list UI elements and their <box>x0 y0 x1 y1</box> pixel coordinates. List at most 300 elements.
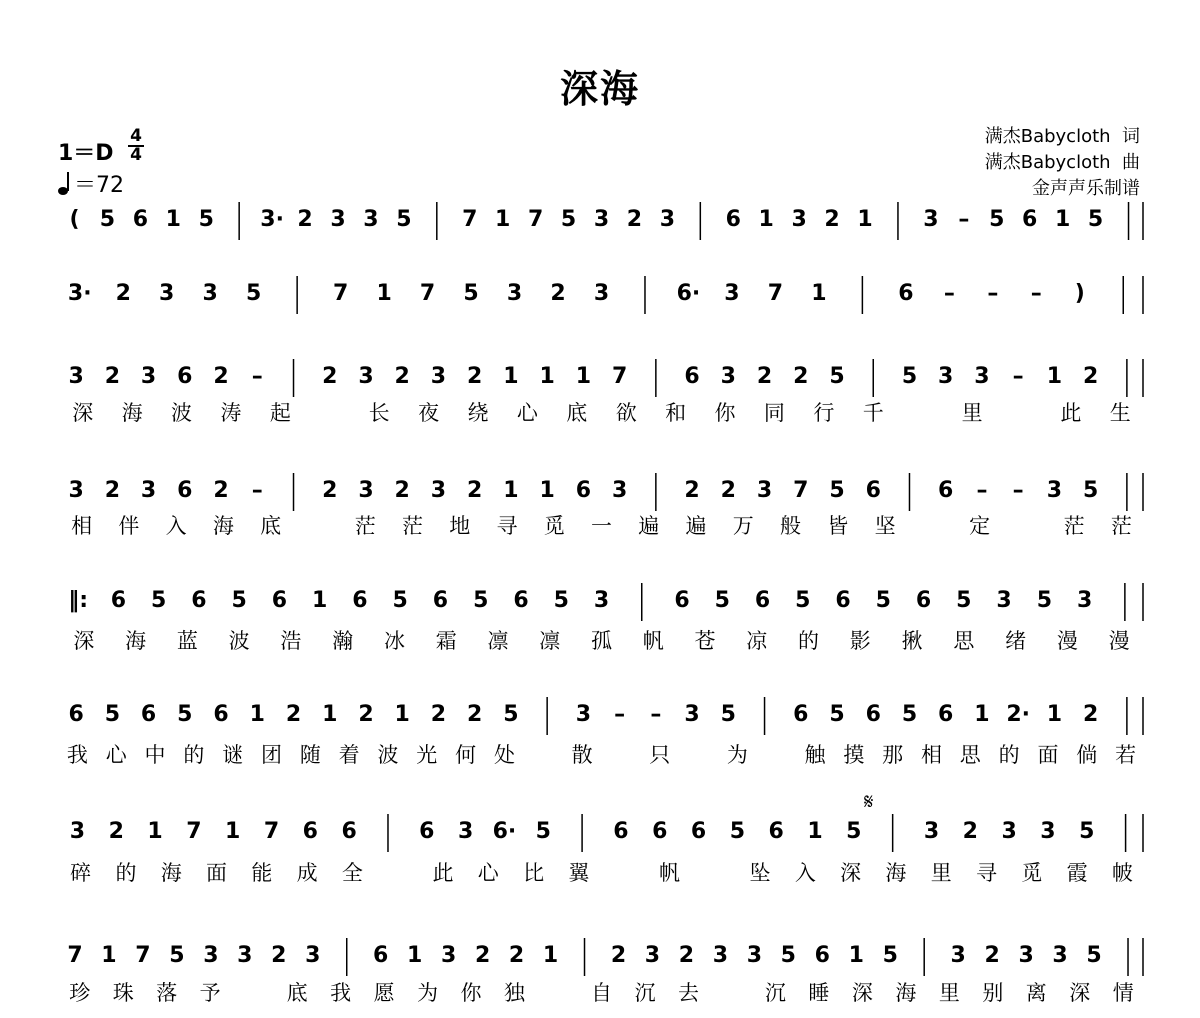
note: 3 <box>358 478 374 503</box>
note: 5 <box>846 819 862 844</box>
note: 5 <box>99 207 116 232</box>
lyric-char: 生 <box>1109 401 1131 425</box>
lyric-char: 苍 <box>694 629 716 653</box>
note: 2 <box>678 943 695 968</box>
note: 3 <box>506 281 523 306</box>
lyric-char: 绪 <box>1005 629 1027 653</box>
lyric-char: 觅 <box>1021 861 1043 885</box>
note: 1 <box>376 281 392 306</box>
note: 3 <box>457 819 474 844</box>
note: 2 <box>1082 702 1099 727</box>
lyric-char: 同 <box>763 401 785 425</box>
note: 3 <box>140 478 157 503</box>
note: 6 <box>191 588 207 613</box>
lyric-char: 入 <box>165 514 187 538</box>
note: 1 <box>407 943 423 968</box>
note: 3 <box>756 478 773 503</box>
note: 3 <box>575 702 592 727</box>
note: 5 <box>553 588 569 613</box>
note: 2 <box>394 478 410 503</box>
note: 5 <box>901 364 918 389</box>
lyric-char: 遍 <box>685 514 707 538</box>
lyric-char: 的 <box>798 629 820 653</box>
note: 7 <box>793 478 809 503</box>
lyric-char: 寻 <box>975 861 997 885</box>
note: 3 <box>746 943 763 968</box>
note: 3 <box>684 702 700 727</box>
note: 5 <box>392 588 408 613</box>
note: 6 <box>684 364 700 389</box>
note: 3 <box>712 943 729 968</box>
lyric-char: 散 <box>571 743 593 767</box>
note: 7 <box>67 943 83 968</box>
note: 2 <box>684 478 700 503</box>
note: 1 <box>848 943 864 968</box>
lyric-char: 凛 <box>487 629 509 653</box>
note: 3 <box>611 478 628 503</box>
lyric-char: 帔 <box>1111 861 1133 885</box>
note: 6 <box>1022 207 1038 232</box>
note: 1 <box>539 364 555 389</box>
lyric-char: 何 <box>455 743 477 767</box>
note: 5 <box>104 702 121 727</box>
note: 5 <box>169 943 185 968</box>
note: 1 <box>575 364 592 389</box>
lyric-char: 珠 <box>112 981 134 1005</box>
lyric-char: 处 <box>493 743 515 767</box>
note: 5 <box>1087 207 1104 232</box>
lyric-char: 底 <box>286 981 308 1005</box>
note: 6 <box>835 588 851 613</box>
lyric-char: 孤 <box>591 629 612 653</box>
note: – <box>943 281 955 306</box>
lyric-char: 寻 <box>496 514 518 538</box>
note: 6 <box>140 702 157 727</box>
note: 6 <box>865 702 881 727</box>
note: 3 <box>593 207 610 232</box>
note: 6 <box>177 364 193 389</box>
note: 2 <box>108 819 124 844</box>
note: ( <box>69 207 80 232</box>
note: 3· <box>260 207 284 232</box>
lyric-char: 里 <box>938 981 960 1005</box>
note: 1 <box>1054 207 1071 232</box>
note: 5 <box>901 702 918 727</box>
lyric-char: 的 <box>998 743 1020 767</box>
note: 6 <box>768 819 784 844</box>
note: 1 <box>542 943 559 968</box>
note: 2 <box>508 943 525 968</box>
note: 1 <box>225 819 241 844</box>
note: ) <box>1074 281 1085 306</box>
lyric-char: 冰 <box>383 629 405 653</box>
lyric-char: 揪 <box>901 629 923 653</box>
lyric-char: 深 <box>1069 981 1091 1005</box>
note: 2 <box>467 702 483 727</box>
lyric-char: 霞 <box>1066 861 1088 885</box>
note: – <box>650 702 662 727</box>
lyric-char: 心 <box>105 743 127 767</box>
note: 1 <box>758 207 774 232</box>
score-line <box>69 202 1143 240</box>
lyric-char: 底 <box>260 514 282 538</box>
note: 3 <box>430 364 447 389</box>
lyric-char: 珍 <box>69 981 91 1005</box>
score-line <box>68 276 1143 314</box>
note: 3 <box>996 588 1012 613</box>
note: 5 <box>1082 478 1099 503</box>
note: 5 <box>535 819 551 844</box>
note: 5 <box>829 364 845 389</box>
lyric-char: 霜 <box>435 629 457 653</box>
score-line <box>68 359 1143 425</box>
note: 7 <box>462 207 478 232</box>
lyric-char: 落 <box>156 981 178 1005</box>
lyric-char: 海 <box>160 861 182 885</box>
score-line <box>67 938 1143 1005</box>
note: 3 <box>140 364 157 389</box>
note: 6 <box>213 702 229 727</box>
lyric-char: 谜 <box>222 743 244 767</box>
lyric-char: 你 <box>714 401 736 425</box>
note: 5 <box>473 588 489 613</box>
note: 6 <box>865 478 881 503</box>
note: 6 <box>373 943 389 968</box>
lyric-char: 成 <box>296 861 318 885</box>
note: 3 <box>1001 819 1017 844</box>
note: 5 <box>780 943 796 968</box>
note: 3 <box>1076 588 1093 613</box>
note: 5 <box>1036 588 1053 613</box>
lyric-char: 团 <box>261 743 283 767</box>
note: 5 <box>795 588 811 613</box>
note: 7 <box>419 281 436 306</box>
lyric-char: 面 <box>1037 743 1059 767</box>
lyric-char: 千 <box>862 401 884 425</box>
lyric-char: 去 <box>677 981 699 1005</box>
tempo-value: ＝72 <box>74 173 124 198</box>
lyric-char: 离 <box>1025 981 1047 1005</box>
note: 7 <box>263 819 280 844</box>
note: – <box>976 478 988 503</box>
lyric-char: 地 <box>449 514 471 538</box>
lyric-char: 觅 <box>543 514 565 538</box>
lyric-char: 瀚 <box>332 629 354 653</box>
lyric-char: 若 <box>1115 743 1137 767</box>
note: 2 <box>322 478 338 503</box>
lyric-char: 心 <box>516 401 538 425</box>
note: 3 <box>69 819 86 844</box>
note: 3 <box>305 943 321 968</box>
note: 6 <box>513 588 529 613</box>
lyric-char: 万 <box>732 514 754 538</box>
note: 6 <box>432 588 449 613</box>
note: 5 <box>714 588 730 613</box>
lyric-char: 茫 <box>1110 514 1132 538</box>
note: 6 <box>419 819 435 844</box>
lyric-char: 面 <box>206 861 228 885</box>
lyric-char: 里 <box>961 401 983 425</box>
page-title: 深海 <box>559 67 640 111</box>
lyric-char: 相 <box>920 743 942 767</box>
lyric-char: 只 <box>649 743 671 767</box>
time-signature-top: 4 <box>130 126 142 146</box>
note: 2 <box>962 819 978 844</box>
note: 7 <box>332 281 349 306</box>
note: 1 <box>322 702 338 727</box>
lyric-char: 伴 <box>118 514 140 538</box>
note: 6 <box>938 478 954 503</box>
note: 5 <box>150 588 167 613</box>
lyric-char: 波 <box>171 401 193 425</box>
lyric-char: 影 <box>849 629 871 653</box>
lyric-char: 入 <box>794 861 816 885</box>
note: 6 <box>613 819 629 844</box>
note: 7 <box>611 364 628 389</box>
note: 5 <box>463 281 479 306</box>
note: 5 <box>246 281 262 306</box>
note: 2 <box>213 478 229 503</box>
note: 5 <box>1086 943 1102 968</box>
note: 6· <box>676 281 701 306</box>
note: 1 <box>503 364 519 389</box>
lyric-char: 定 <box>969 514 991 538</box>
composer-credit: 满杰Babycloth 曲 <box>984 152 1140 173</box>
lyric-char: 睡 <box>808 981 830 1005</box>
lyric-char: 般 <box>780 514 802 538</box>
note: 5 <box>198 207 214 232</box>
note: 3 <box>358 364 374 389</box>
note: 7 <box>186 819 202 844</box>
note: 2 <box>285 702 302 727</box>
lyric-char: 一 <box>591 514 612 538</box>
lyric-char: 浩 <box>280 629 302 653</box>
note: 2 <box>626 207 643 232</box>
lyric-char: 愿 <box>373 981 395 1005</box>
lyric-char: 着 <box>338 743 360 767</box>
note: 1 <box>503 478 519 503</box>
note: 5 <box>720 702 736 727</box>
lyric-char: 和 <box>665 401 687 425</box>
lyric-char: 里 <box>930 861 952 885</box>
note: 6 <box>271 588 288 613</box>
note: 2 <box>984 943 1000 968</box>
lyric-char: 茫 <box>354 514 376 538</box>
note: 3 <box>593 281 610 306</box>
note: 6 <box>68 702 84 727</box>
lyric-char: 波 <box>377 743 399 767</box>
note: 3 <box>950 943 966 968</box>
note: 1 <box>101 943 117 968</box>
note: 6 <box>110 588 127 613</box>
note: 2 <box>358 702 374 727</box>
note: ‖: <box>68 588 89 613</box>
lyric-char: 深 <box>72 401 94 425</box>
note: 6 <box>725 207 741 232</box>
note: 5 <box>882 943 898 968</box>
lyric-char: 情 <box>1112 981 1134 1005</box>
lyric-char: 予 <box>199 981 221 1005</box>
note: 2 <box>430 702 447 727</box>
note: 6 <box>754 588 771 613</box>
lyric-char: 翼 <box>568 861 590 885</box>
note: 2 <box>474 943 491 968</box>
lyric-char: 坚 <box>874 514 896 538</box>
lyric-char: 沉 <box>634 981 656 1005</box>
note: 1 <box>249 702 265 727</box>
note: 3 <box>440 943 457 968</box>
note: – <box>251 364 263 389</box>
lyric-char: 皆 <box>827 514 849 538</box>
note: 1 <box>394 702 410 727</box>
lyric-char: 海 <box>121 401 143 425</box>
note: 3 <box>720 364 736 389</box>
note: 2 <box>115 281 131 306</box>
note: 7 <box>135 943 151 968</box>
time-signature-bottom: 4 <box>130 145 142 165</box>
note: 2 <box>756 364 773 389</box>
lyric-char: 海 <box>885 861 907 885</box>
lyric-char: 随 <box>299 743 321 767</box>
lyric-char: 我 <box>66 743 88 767</box>
note: 1 <box>974 702 990 727</box>
note: 1 <box>811 281 827 306</box>
lyric-char: 遍 <box>638 514 660 538</box>
note: 3 <box>363 207 379 232</box>
lyric-char: 帆 <box>658 861 680 885</box>
note: 1 <box>857 207 873 232</box>
note: 3 <box>644 943 661 968</box>
lyric-char: 为 <box>726 743 748 767</box>
lyric-char: 茫 <box>401 514 423 538</box>
note: 3 <box>923 207 939 232</box>
note: 6 <box>898 281 914 306</box>
lyric-char: 茫 <box>1063 514 1085 538</box>
note: 3 <box>1052 943 1068 968</box>
lyric-char: 此 <box>1060 401 1082 425</box>
lyric-char: 的 <box>183 743 205 767</box>
lyric-char: 独 <box>504 981 526 1005</box>
note: 2 <box>271 943 287 968</box>
note: 6 <box>177 478 193 503</box>
note: 3 <box>974 364 990 389</box>
note: 6 <box>793 702 809 727</box>
lyric-char: 此 <box>432 861 454 885</box>
note: 6 <box>352 588 368 613</box>
lyric-char: 帆 <box>642 629 664 653</box>
note: 3 <box>430 478 447 503</box>
lyric-char: 那 <box>882 743 904 767</box>
segno-sign: 𝄋 <box>864 790 874 815</box>
lyric-char: 自 <box>591 981 612 1005</box>
note: – <box>251 478 263 503</box>
note: 3 <box>159 281 175 306</box>
note: 5 <box>177 702 193 727</box>
note: 2 <box>322 364 338 389</box>
note: 1 <box>539 478 555 503</box>
lyric-char: 深 <box>840 861 862 885</box>
note: 5 <box>560 207 577 232</box>
note: 3· <box>67 281 92 306</box>
lyric-char: 深 <box>73 629 95 653</box>
note: 6 <box>341 819 357 844</box>
lyric-char: 行 <box>813 401 835 425</box>
note: 5 <box>829 702 845 727</box>
note: 2 <box>104 364 121 389</box>
note: 6 <box>674 588 690 613</box>
score-line <box>67 697 1143 767</box>
note: 1 <box>147 819 163 844</box>
lyric-char: 绕 <box>467 401 489 425</box>
lyric-char: 碎 <box>70 861 92 885</box>
note: 7 <box>527 207 544 232</box>
lyric-char: 心 <box>477 861 499 885</box>
note: 2 <box>1082 364 1099 389</box>
note: 7 <box>767 281 784 306</box>
key-signature: 1＝D <box>58 141 114 166</box>
note: 3 <box>938 364 954 389</box>
note: 3 <box>1040 819 1056 844</box>
note: 2 <box>550 281 566 306</box>
lyric-char: 别 <box>982 981 1004 1005</box>
note: 3 <box>659 207 676 232</box>
note: 2 <box>720 478 736 503</box>
lyric-char: 涛 <box>220 401 242 425</box>
note: 5 <box>829 478 845 503</box>
note: 6 <box>302 819 318 844</box>
note: 6 <box>814 943 830 968</box>
note: 3 <box>724 281 740 306</box>
note: 3 <box>593 588 610 613</box>
note: 3 <box>1046 478 1063 503</box>
lyric-char: 倘 <box>1076 743 1098 767</box>
note: 5 <box>503 702 519 727</box>
lyricist-credit: 满杰Babycloth 词 <box>984 126 1140 147</box>
lyric-char: 底 <box>566 401 588 425</box>
note: 1 <box>165 207 181 232</box>
score-line <box>68 583 1143 653</box>
lyric-char: 夜 <box>418 401 440 425</box>
note: 1 <box>1046 364 1063 389</box>
lyric-char: 凉 <box>746 629 768 653</box>
note: – <box>614 702 626 727</box>
lyric-char: 思 <box>953 629 975 653</box>
lyric-char: 相 <box>71 514 93 538</box>
note: 2 <box>104 478 121 503</box>
note: 2 <box>297 207 313 232</box>
note: 6 <box>132 207 149 232</box>
note: 6 <box>690 819 707 844</box>
note: – <box>958 207 970 232</box>
lyric-char: 欲 <box>615 401 637 425</box>
lyric-char: 能 <box>251 861 273 885</box>
note: 6 <box>938 702 954 727</box>
note: 2· <box>1006 702 1031 727</box>
lyric-char: 坠 <box>749 861 771 885</box>
note: 3 <box>791 207 807 232</box>
note: 5 <box>875 588 891 613</box>
note: 6 <box>915 588 932 613</box>
note: 6 <box>575 478 592 503</box>
note: – <box>1012 478 1024 503</box>
lyric-char: 海 <box>125 629 147 653</box>
note: 6· <box>492 819 517 844</box>
lyric-char: 你 <box>460 981 482 1005</box>
note: 3 <box>68 478 84 503</box>
lyric-char: 为 <box>417 981 439 1005</box>
lyric-char: 凛 <box>539 629 561 653</box>
lyric-char: 摸 <box>843 743 865 767</box>
